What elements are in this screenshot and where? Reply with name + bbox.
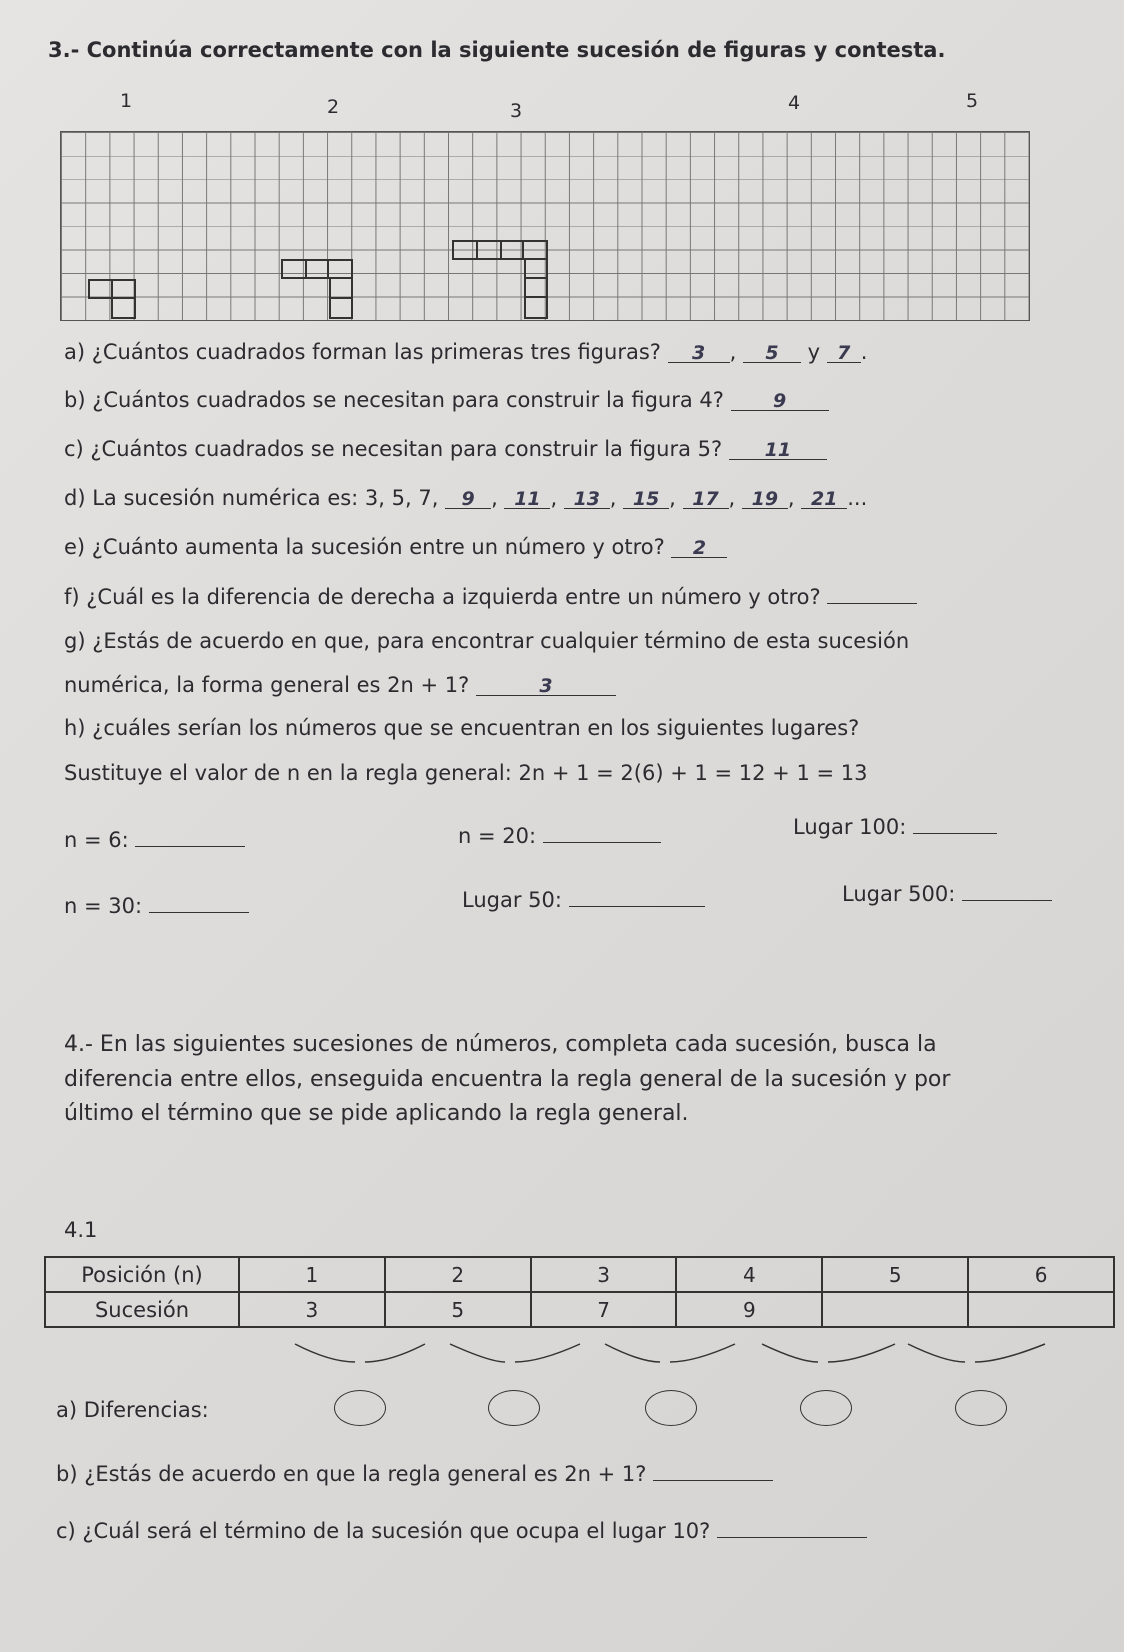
q4-a: a) Diferencias:	[56, 1398, 209, 1422]
q3-a-answer-2[interactable]: 5	[743, 342, 801, 363]
difference-circle-1[interactable]	[334, 1390, 386, 1426]
q4-line-2: diferencia entre ellos, enseguida encuentra la regla general de la sucesión y por	[64, 1067, 951, 1092]
position-cell-6: 6	[968, 1257, 1114, 1292]
position-cell-1: 1	[239, 1257, 385, 1292]
position-header: Posición (n)	[45, 1257, 239, 1292]
arrow-5-right	[975, 1344, 1045, 1362]
q3-n20-label: n = 20:	[458, 824, 537, 848]
difference-circle-4[interactable]	[800, 1390, 852, 1426]
figure-label-5: 5	[966, 90, 979, 112]
arrow-2-right	[515, 1344, 580, 1362]
q3-title: 3.- Continúa correctamente con la siguiente sucesión de figuras y contesta.	[48, 38, 946, 62]
sequence-cell-2[interactable]: 5	[385, 1292, 531, 1327]
position-cell-5: 5	[822, 1257, 968, 1292]
q3-d: d) La sucesión numérica es: 3, 5, 7, 9 , 11 , 13 , 15 , 17 , 19 , 21 ...	[64, 486, 868, 510]
q3-f-question: f) ¿Cuál es la diferencia de derecha a izquierda entre un número y otro?	[64, 585, 821, 609]
arrow-1-right	[365, 1344, 425, 1362]
arrow-5-left	[908, 1344, 965, 1362]
q3-g-answer[interactable]: 3	[476, 675, 616, 696]
sequence-header: Sucesión	[45, 1292, 239, 1327]
figure-label-2: 2	[327, 96, 340, 118]
q3-c-question: c) ¿Cuántos cuadrados se necesitan para construir la figura 5?	[64, 437, 723, 461]
q3-lugar500-label: Lugar 500:	[842, 882, 956, 906]
q3-c-answer[interactable]: 11	[729, 439, 827, 460]
q4-line-1: 4.- En las siguientes sucesiones de números, completa cada sucesión, busca la	[64, 1032, 937, 1057]
q3-d-answer-4[interactable]: 15	[623, 488, 669, 509]
q4-c-blank[interactable]	[717, 1517, 867, 1538]
q3-b-answer[interactable]: 9	[731, 390, 829, 411]
q3-d-ellipsis: ...	[847, 486, 868, 510]
figure-label-4: 4	[788, 92, 801, 114]
q3-d-answer-1[interactable]: 9	[445, 488, 491, 509]
q3-lugar100-label: Lugar 100:	[793, 815, 907, 839]
q3-g-line-2: numérica, la forma general es 2n + 1?	[64, 673, 470, 697]
q3-b-question: b) ¿Cuántos cuadrados se necesitan para construir la figura 4?	[64, 388, 724, 412]
q3-g-line-1: g) ¿Estás de acuerdo en que, para encontrar cualquier término de esta sucesión	[64, 629, 910, 653]
sequence-cell-3[interactable]: 7	[531, 1292, 677, 1327]
difference-circle-3[interactable]	[645, 1390, 697, 1426]
q3-e-question: e) ¿Cuánto aumenta la sucesión entre un número y otro?	[64, 535, 665, 559]
q3-d-answer-2[interactable]: 11	[504, 488, 550, 509]
q3-n6-label: n = 6:	[64, 828, 129, 852]
q4-c-question: c) ¿Cuál será el término de la sucesión que ocupa el lugar 10?	[56, 1519, 711, 1543]
q3-a-y: y	[807, 340, 821, 364]
position-cell-2: 2	[385, 1257, 531, 1292]
q3-h: h) ¿cuáles serían los números que se encuentran en los siguientes lugares?	[64, 716, 860, 740]
figure-label-1: 1	[120, 90, 133, 112]
q3-d-answer-3[interactable]: 13	[564, 488, 610, 509]
q4-b	[56, 1460, 773, 1486]
q3-lugar50-label: Lugar 50:	[462, 888, 562, 912]
q3-a: a) ¿Cuántos cuadrados forman las primeras tres figuras? 3 , 5 y 7 .	[64, 340, 868, 364]
q4-sub-label: 4.1	[64, 1218, 98, 1242]
sequence-cell-1[interactable]: 3	[239, 1292, 385, 1327]
position-cell-3: 3	[531, 1257, 677, 1292]
q3-d-answer-6[interactable]: 19	[742, 488, 788, 509]
difference-circle-2[interactable]	[488, 1390, 540, 1426]
arrow-4-left	[762, 1344, 818, 1362]
q3-a-question: a) ¿Cuántos cuadrados forman las primeras tres figuras?	[64, 340, 661, 364]
figure-label-3: 3	[510, 100, 523, 122]
q4-c	[56, 1517, 867, 1543]
arrow-2-left	[450, 1344, 505, 1362]
q3-d-answer-5[interactable]: 17	[683, 488, 729, 509]
q4-b-blank[interactable]	[653, 1460, 773, 1481]
q3-n30-label: n = 30:	[64, 894, 143, 918]
q3-a-answer-3[interactable]: 7	[827, 342, 861, 363]
q4-b-question: b) ¿Estás de acuerdo en que la regla general es 2n + 1?	[56, 1462, 647, 1486]
arrow-1-left	[295, 1344, 355, 1362]
position-cell-4: 4	[676, 1257, 822, 1292]
q3-e-answer[interactable]: 2	[671, 537, 727, 558]
arrow-4-right	[828, 1344, 895, 1362]
q3-a-answer-1[interactable]: 3	[668, 342, 730, 363]
arrow-3-left	[605, 1344, 660, 1362]
q3-d-question: d) La sucesión numérica es: 3, 5, 7,	[64, 486, 439, 510]
difference-circle-5[interactable]	[955, 1390, 1007, 1426]
q3-substitute: Sustituye el valor de n en la regla general: 2n + 1 = 2(6) + 1 = 12 + 1 = 13	[64, 761, 868, 785]
arrow-3-right	[670, 1344, 735, 1362]
q4-line-3: último el término que se pide aplicando la regla general.	[64, 1101, 689, 1126]
sequence-cell-4[interactable]: 9	[676, 1292, 822, 1327]
q3-d-answer-7[interactable]: 21	[801, 488, 847, 509]
